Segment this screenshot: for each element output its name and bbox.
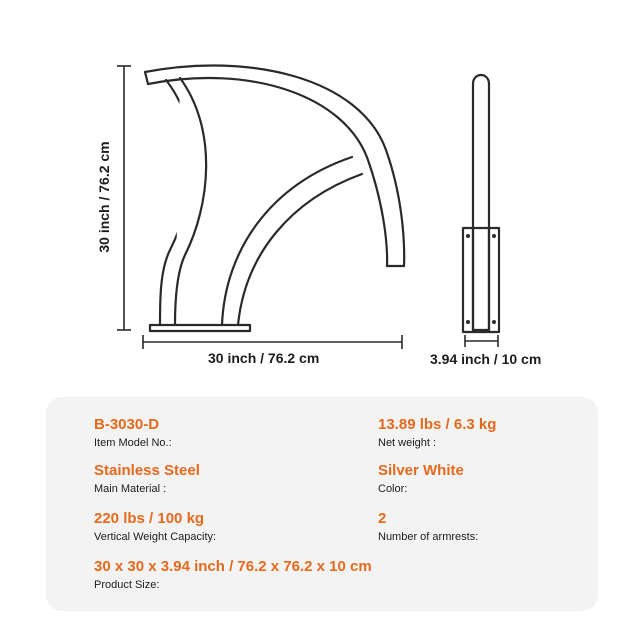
handrail-front-view xyxy=(145,65,404,331)
spec-color xyxy=(378,462,464,495)
height-dimension-label: 30 inch / 76.2 cm xyxy=(96,141,112,253)
depth-dimension-label: 3.94 inch / 10 cm xyxy=(430,351,542,367)
spec-value: 30 x 30 x 3.94 inch / 76.2 x 76.2 x 10 cm xyxy=(94,558,372,575)
depth-dimension-line xyxy=(465,335,498,347)
spec-main-material xyxy=(94,462,200,495)
spec-product-size xyxy=(94,558,372,591)
spec-label: Product Size: xyxy=(94,579,160,591)
width-dimension-label: 30 inch / 76.2 cm xyxy=(208,350,320,366)
spec-net-weight xyxy=(378,416,496,449)
height-dimension-line xyxy=(117,66,131,330)
spec-value: Silver White xyxy=(378,462,464,479)
width-dimension-line xyxy=(143,335,402,349)
spec-label: Net weight : xyxy=(378,437,437,449)
spec-value: 13.89 lbs / 6.3 kg xyxy=(378,416,497,433)
spec-value: 220 lbs / 100 kg xyxy=(94,510,205,527)
spec-armrest-count xyxy=(378,510,478,543)
spec-label: Item Model No.: xyxy=(94,437,172,449)
spec-label: Vertical Weight Capacity: xyxy=(94,531,217,543)
spec-label: Color: xyxy=(378,483,408,495)
spec-model-number xyxy=(94,416,172,449)
spec-label: Number of armrests: xyxy=(378,531,479,543)
spec-label: Main Material : xyxy=(94,483,167,495)
handrail-side-view xyxy=(463,75,499,332)
spec-weight-capacity xyxy=(94,510,216,543)
spec-value: Stainless Steel xyxy=(94,462,200,479)
spec-value: 2 xyxy=(378,510,387,527)
spec-panel xyxy=(46,397,598,611)
spec-value: B-3030-D xyxy=(94,416,160,433)
